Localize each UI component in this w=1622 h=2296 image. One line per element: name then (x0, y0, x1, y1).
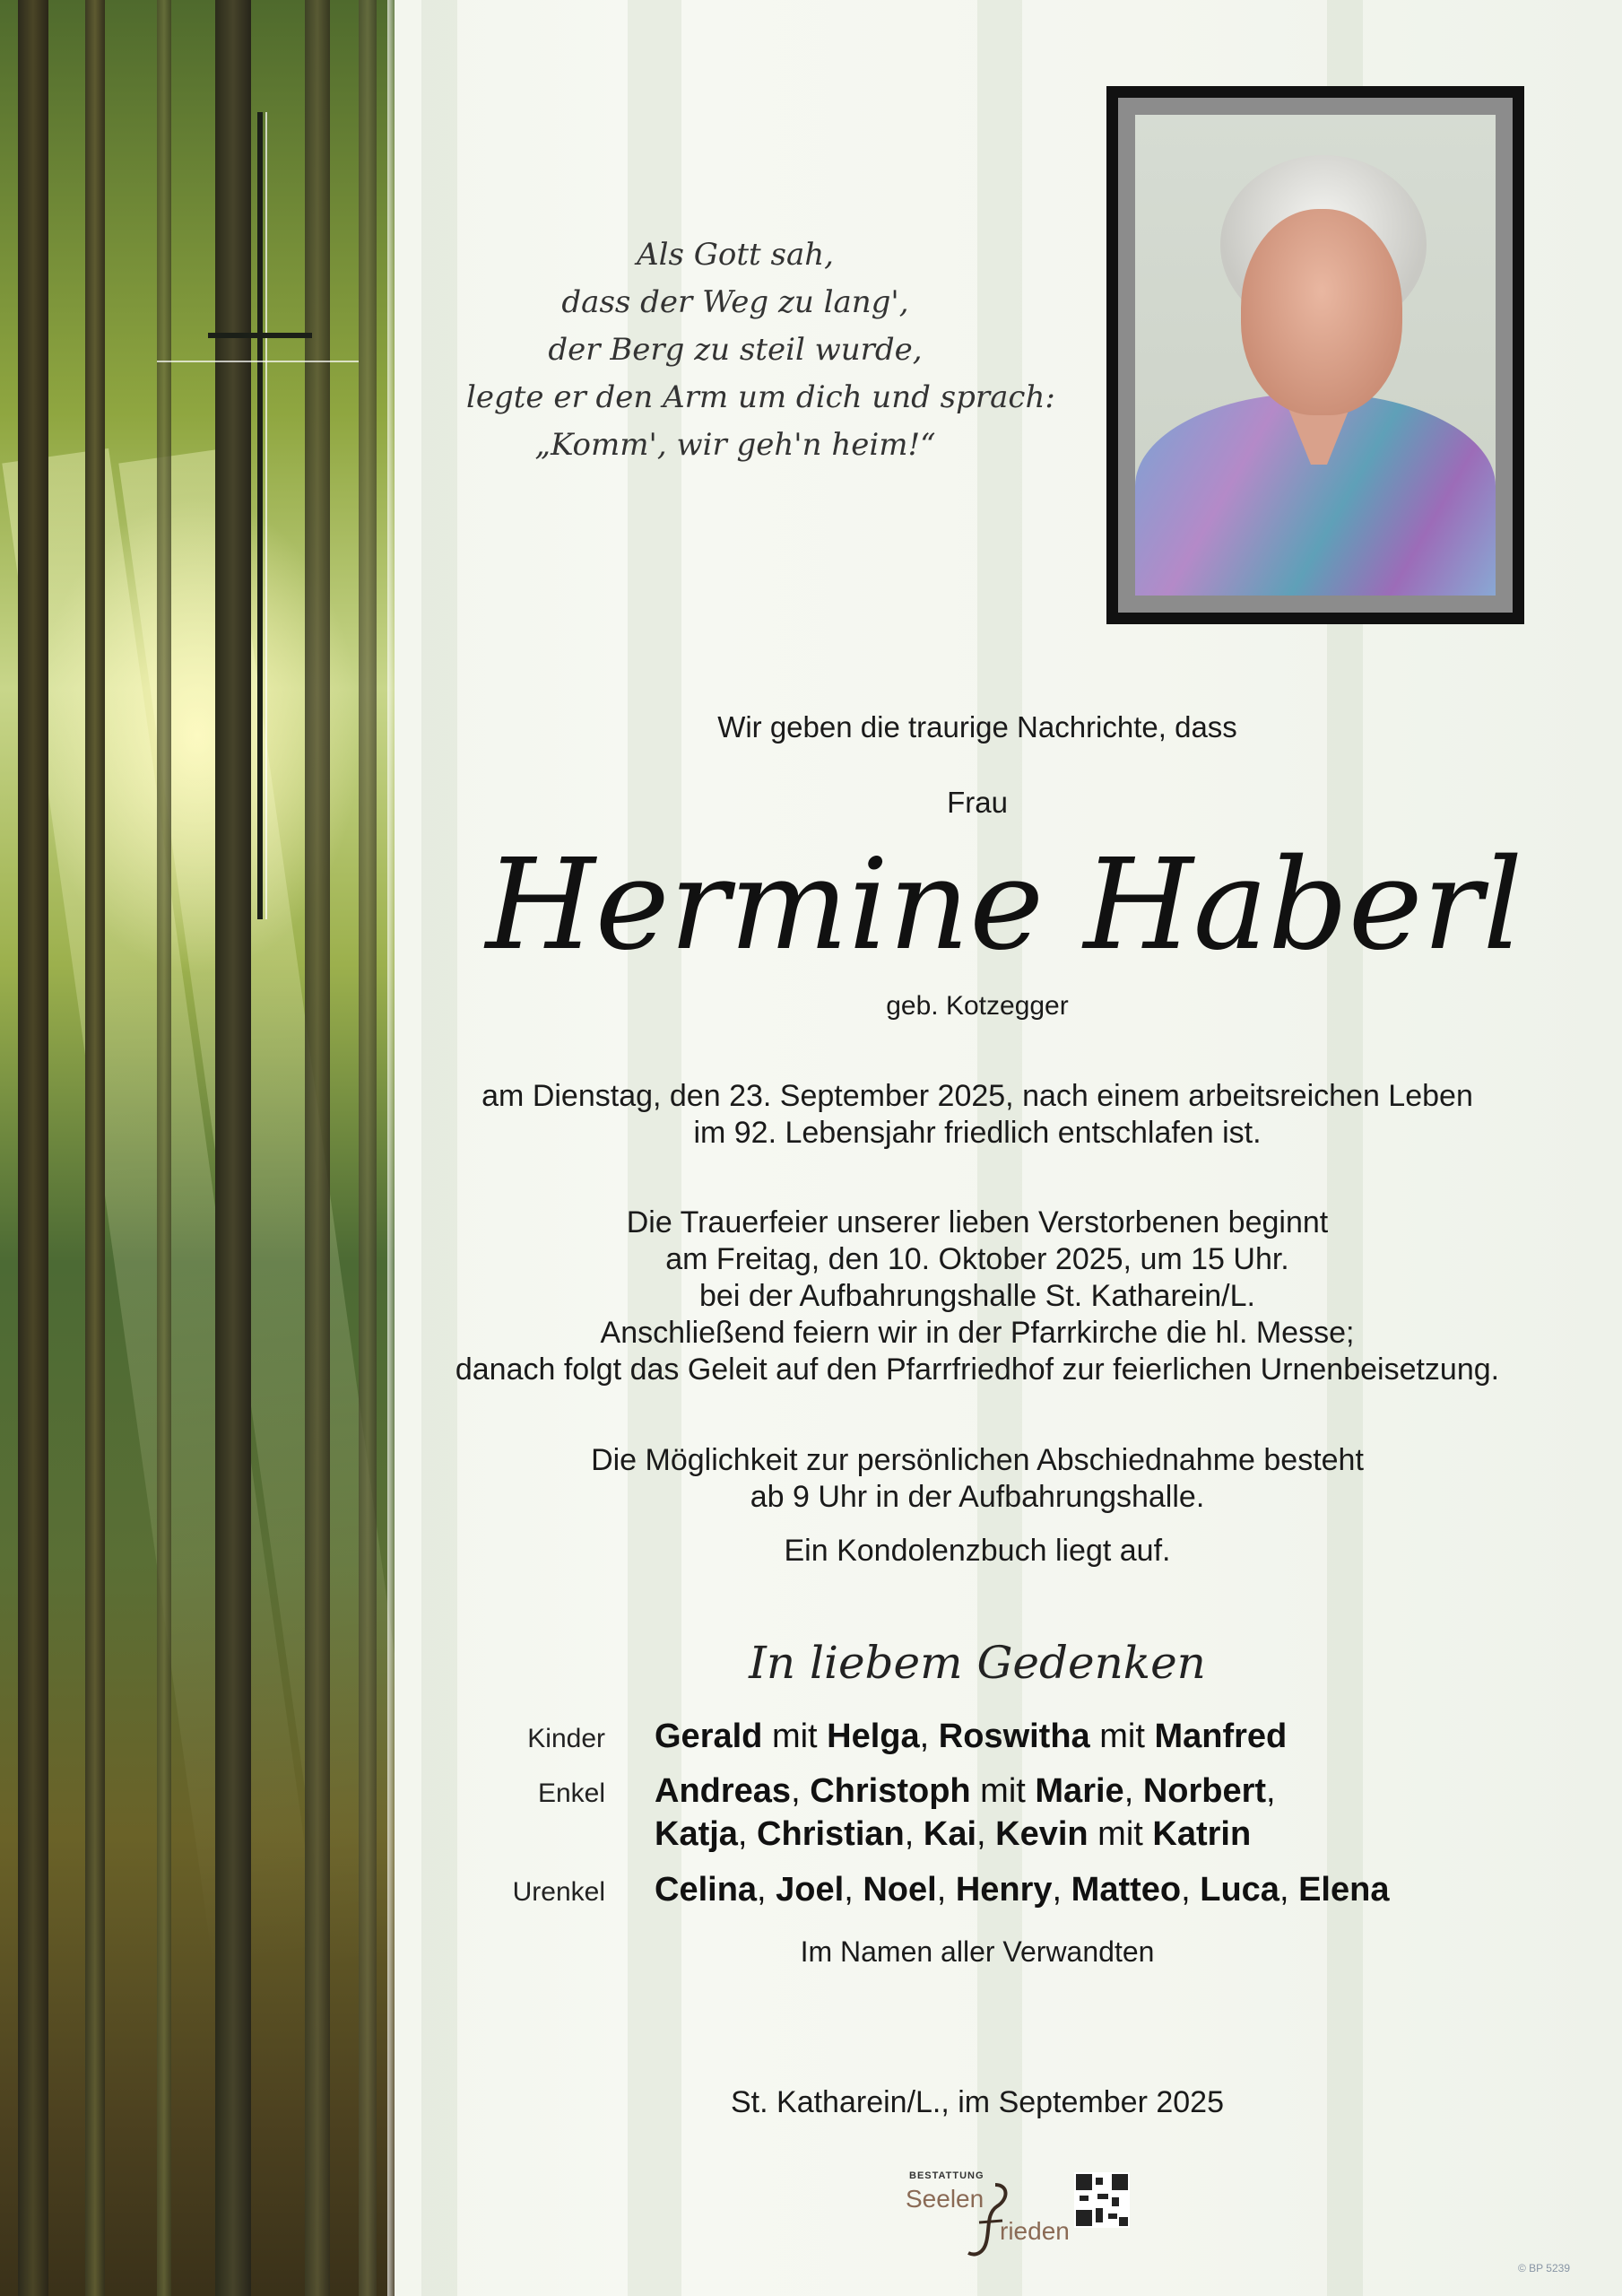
death-line: am Dienstag, den 23. September 2025, nach einem arbeitsreichen Leben (481, 1079, 1473, 1113)
name-connector: mit (1088, 1815, 1153, 1853)
name-connector: , (936, 1871, 956, 1909)
name-connector: , (1052, 1871, 1071, 1909)
name-connector: , (1181, 1871, 1201, 1909)
name-connector: , (919, 1718, 939, 1755)
maiden-name: geb. Kotzegger (886, 991, 1069, 1021)
logo-word-seelen: Seelen (906, 2185, 984, 2213)
memory-heading: In liebem Gedenken (749, 1637, 1206, 1689)
salutation: Frau (947, 786, 1008, 819)
logo-word-frieden: rieden (1000, 2217, 1070, 2245)
deceased-name: Hermine Haberl (485, 832, 1523, 978)
family-names (655, 1770, 1276, 1856)
forest-fade-edge (387, 0, 395, 2296)
family-name: Kai (923, 1815, 977, 1853)
funeral-line: danach folgt das Geleit auf den Pfarrfriedhof zur feierlichen Urnenbeisetzung. (455, 1352, 1500, 1387)
family-names-line (655, 1813, 1276, 1856)
cross-vertical-bar (257, 112, 263, 919)
name-connector: , (791, 1772, 811, 1810)
farewell-line: ab 9 Uhr in der Aufbahrungshalle. (750, 1480, 1205, 1514)
family-name: Elena (1298, 1871, 1390, 1909)
family-name: Manfred (1154, 1718, 1288, 1755)
family-names-line (655, 1770, 1276, 1813)
memorial-verse (466, 231, 1055, 469)
family-names (655, 1868, 1389, 1911)
tree-trunk (359, 0, 377, 2296)
tree-trunk (157, 0, 171, 2296)
portrait-face (1241, 209, 1402, 415)
name-connector: , (737, 1815, 758, 1853)
tree-trunk (215, 0, 251, 2296)
family-name: Kevin (995, 1815, 1089, 1853)
intro-text: Wir geben die traurige Nachrichte, dass (717, 710, 1237, 744)
qr-code-icon (1074, 2172, 1130, 2228)
funeral-line: Die Trauerfeier unserer lieben Verstorbenen beginnt (626, 1205, 1329, 1239)
name-connector: , (757, 1871, 776, 1909)
family-name: Gerald (655, 1718, 763, 1755)
funeral-line: am Freitag, den 10. Oktober 2025, um 15 Uhr. (665, 1242, 1289, 1276)
family-name: Christian (757, 1815, 905, 1853)
logo-caption: BESTATTUNG (909, 2170, 984, 2181)
family-label: Kinder (527, 1724, 605, 1753)
place-and-date: St. Katharein/L., im September 2025 (731, 2085, 1224, 2119)
family-name: Helga (827, 1718, 920, 1755)
portrait-frame (1106, 86, 1524, 624)
family-name: Roswitha (938, 1718, 1090, 1755)
name-connector: , (904, 1815, 924, 1853)
name-connector: , (1279, 1871, 1299, 1909)
verse-line: der Berg zu steil wurde, (548, 332, 923, 368)
funeral-line: Anschließend feiern wir in der Pfarrkirche die hl. Messe; (600, 1316, 1355, 1350)
tree-trunk (18, 0, 48, 2296)
verse-line: Als Gott sah, (637, 237, 834, 273)
farewell-details (395, 1442, 1560, 1516)
family-signoff: Im Namen aller Verwandten (800, 1935, 1155, 1968)
tree-trunk (85, 0, 105, 2296)
verse-line: dass der Weg zu lang', (561, 284, 909, 320)
verse-line: „Komm', wir geh'n heim!“ (534, 427, 936, 463)
verse-line: legte er den Arm um dich und sprach: (466, 379, 1055, 415)
cross-horizontal-highlight (157, 361, 359, 362)
family-name: Luca (1200, 1871, 1279, 1909)
forest-background-image (0, 0, 395, 2296)
funeral-details (395, 1205, 1560, 1388)
death-notice (395, 1078, 1560, 1152)
death-line: im 92. Lebensjahr friedlich entschlafen ist. (693, 1116, 1262, 1150)
family-name: Norbert (1142, 1772, 1267, 1810)
family-label: Urenkel (512, 1877, 605, 1907)
family-name: Celina (655, 1871, 758, 1909)
name-connector: mit (1089, 1718, 1155, 1755)
family-name: Henry (955, 1871, 1053, 1909)
portrait-photo (1135, 115, 1496, 596)
family-name: Christoph (810, 1772, 971, 1810)
farewell-line: Die Möglichkeit zur persönlichen Abschiednahme besteht (591, 1443, 1364, 1477)
family-name: Katja (655, 1815, 738, 1853)
name-connector: , (844, 1871, 863, 1909)
funeral-home-logo (906, 2170, 1080, 2260)
family-name: Katrin (1152, 1815, 1252, 1853)
funeral-line: bei der Aufbahrungshalle St. Katharein/L. (699, 1279, 1255, 1313)
family-name: Andreas (655, 1772, 792, 1810)
condolence-note: Ein Kondolenzbuch liegt auf. (784, 1534, 1171, 1568)
name-connector: , (976, 1815, 996, 1853)
family-name: Matteo (1071, 1871, 1182, 1909)
family-names (655, 1715, 1287, 1758)
cross-horizontal-bar (208, 333, 312, 338)
name-connector: , (1123, 1772, 1143, 1810)
family-label: Enkel (537, 1779, 605, 1808)
print-code: © BP 5239 (1518, 2262, 1570, 2274)
name-connector: mit (970, 1772, 1036, 1810)
family-name: Joel (776, 1871, 845, 1909)
name-connector: , (1266, 1772, 1276, 1810)
name-connector: mit (762, 1718, 828, 1755)
family-name: Noel (863, 1871, 937, 1909)
tree-trunk (305, 0, 330, 2296)
cross-vertical-highlight (265, 112, 267, 919)
family-name: Marie (1035, 1772, 1124, 1810)
